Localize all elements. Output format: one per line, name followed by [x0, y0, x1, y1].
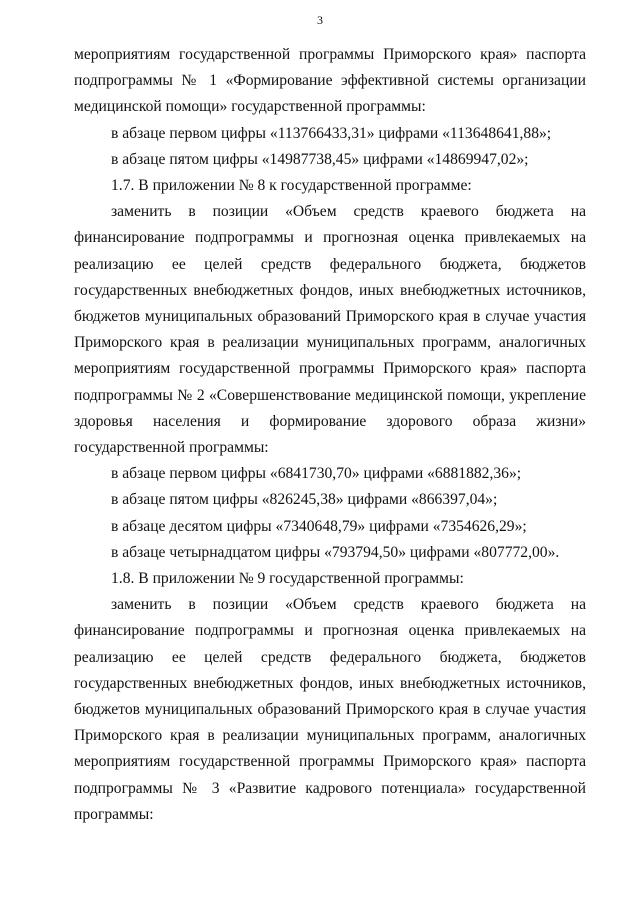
page-number: 3 — [317, 13, 323, 27]
paragraph-section-1-7: 1.7. В приложении № 8 к государственной программе: — [111, 177, 472, 195]
document-body — [74, 42, 586, 828]
paragraph-amendment-5: в абзаце десятом цифры «7340648,79» цифрами «7354626,29»; — [111, 517, 527, 535]
paragraph-amendment-3: в абзаце первом цифры «6841730,70» цифрами «6881882,36»; — [111, 465, 522, 483]
paragraph-replace-subprogram-2: заменить в позиции «Объем средств краевого бюджета на финансирование подпрограммы и прогнозная оценка привлекаемых на реализацию ее целей средств федерального бюджета, бюджетов государственных внебюджетных фондов, иных внебюджетных источников, бюджетов муниципальных образований Приморского края в случае участия Приморского края в реализации муниципальных программ, аналогичных мероприятиям государственной программы Приморского края» паспорта подпрограммы № 2 «Совершенствование медицинской помощи, укрепление здоровья населения и формирование здорового образа жизни» государственной программы: — [74, 203, 586, 457]
paragraph-replace-subprogram-3: заменить в позиции «Объем средств краевого бюджета на финансирование подпрограммы и прогнозная оценка привлекаемых на реализацию ее целей средств федерального бюджета, бюджетов государственных внебюджетных фондов, иных внебюджетных источников, бюджетов муниципальных образований Приморского края в случае участия Приморского края в реализации муниципальных программ, аналогичных мероприятиям государственной программы Приморского края» паспорта подпрограммы № 3 «Развитие кадрового потенциала» государственной программы: — [74, 596, 586, 823]
paragraph-continuation: мероприятиям государственной программы Приморского края» паспорта подпрограммы № 1 «Формирование эффективной системы организации медицинской помощи» государственной программы: — [74, 46, 586, 116]
paragraph-amendment-2: в абзаце пятом цифры «14987738,45» цифрами «14869947,02»; — [111, 150, 529, 168]
paragraph-amendment-1: в абзаце первом цифры «113766433,31» цифрами «113648641,88»; — [111, 124, 552, 142]
paragraph-section-1-8: 1.8. В приложении № 9 государственной программы: — [111, 570, 464, 588]
paragraph-amendment-4: в абзаце пятом цифры «826245,38» цифрами «866397,04»; — [111, 491, 498, 509]
paragraph-amendment-6: в абзаце четырнадцатом цифры «793794,50» цифрами «807772,00». — [111, 543, 560, 561]
